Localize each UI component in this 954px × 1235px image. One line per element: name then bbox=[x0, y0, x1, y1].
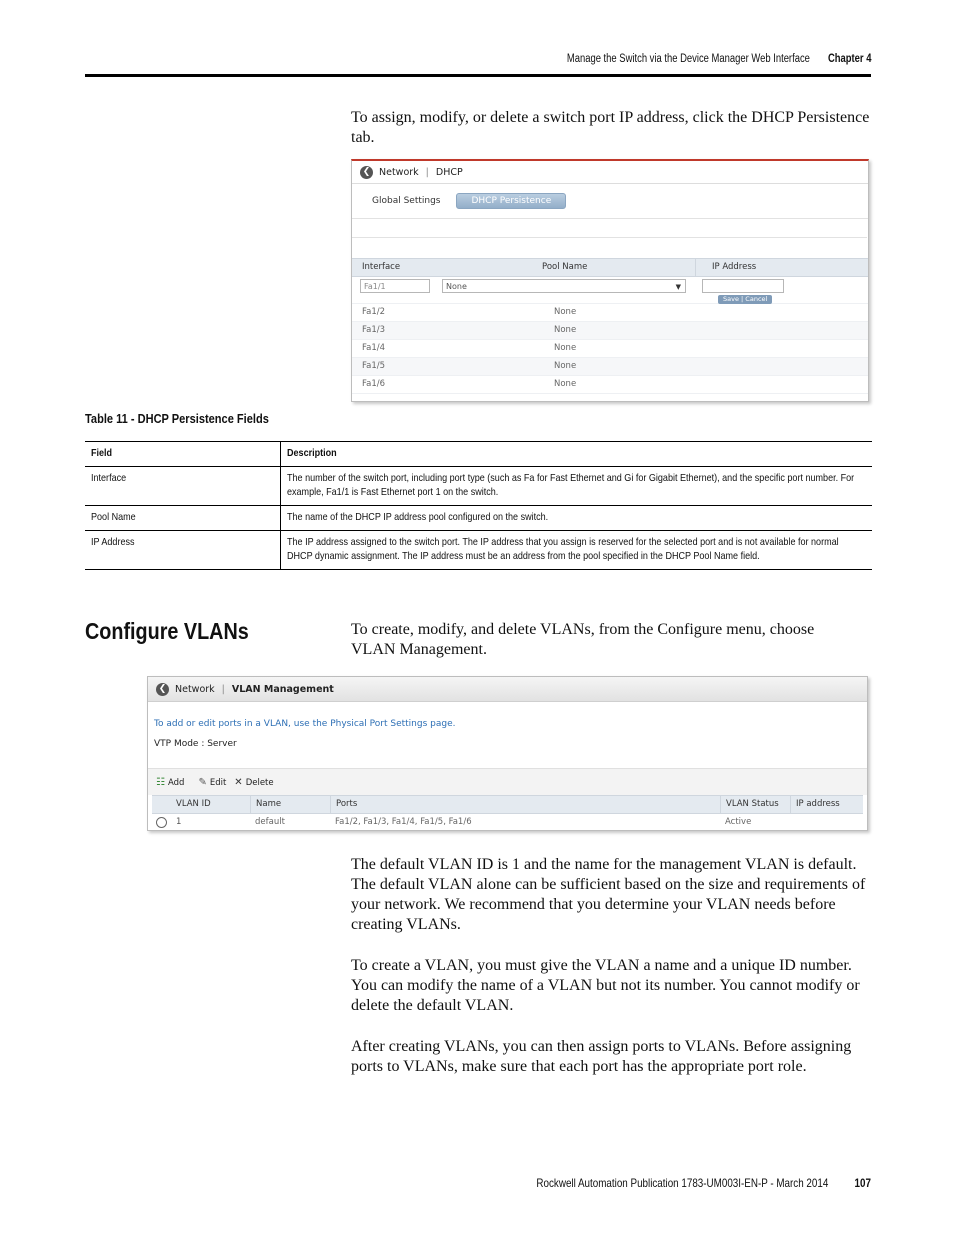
page-footer bbox=[536, 1176, 871, 1190]
row-interface: Fa1/6 bbox=[362, 379, 385, 389]
row-interface: Fa1/5 bbox=[362, 361, 385, 371]
vlan-intro-text: To create, modify, and delete VLANs, from the Configure menu, choose VLAN Management. bbox=[351, 621, 815, 658]
col-ip-address: IP address bbox=[790, 796, 840, 813]
delete-button[interactable] bbox=[234, 777, 273, 788]
table-caption: Table 11 - DHCP Persistence Fields bbox=[85, 411, 269, 426]
cell-description: The IP address assigned to the switch port. The IP address that you assign is reserved for the selected port and is not available for normal DHCP dynamic assignment. The IP address must be an address from the pool specified in the DHCP Pool Name field. bbox=[281, 531, 873, 570]
cell-description: The name of the DHCP IP address pool configured on the switch. bbox=[281, 506, 873, 531]
dhcp-spacer-bar bbox=[352, 219, 867, 238]
row-status: Active bbox=[725, 817, 752, 827]
vlan-management-screenshot bbox=[147, 676, 868, 831]
col-interface: Interface bbox=[362, 262, 401, 272]
add-icon: ☷ bbox=[156, 776, 165, 788]
dhcp-persistence-fields-table bbox=[85, 441, 872, 570]
vlan-info-area bbox=[148, 702, 867, 768]
tab-global-settings[interactable]: Global Settings bbox=[372, 196, 441, 206]
add-button[interactable] bbox=[156, 777, 184, 788]
row-pool: None bbox=[554, 307, 577, 317]
footer-publication: Rockwell Automation Publication 1783-UM003I-EN-P - March 2014 bbox=[536, 1176, 829, 1190]
row-name: default bbox=[255, 817, 285, 827]
table-row[interactable] bbox=[352, 340, 868, 358]
col-ports: Ports bbox=[330, 796, 357, 813]
back-arrow-icon[interactable]: ❮ bbox=[156, 683, 169, 696]
crumb-dhcp: DHCP bbox=[435, 166, 463, 178]
header-rule bbox=[85, 74, 871, 77]
chevron-down-icon: ▼ bbox=[675, 283, 681, 291]
paragraph-assign-ports: After creating VLANs, you can then assign ports to VLANs. Before assigning ports to VLANs, make sure that each port has the appropriate port role. bbox=[351, 1038, 852, 1075]
dhcp-rows bbox=[352, 304, 868, 394]
row-radio[interactable] bbox=[156, 817, 167, 828]
section-title: Configure VLANs bbox=[85, 618, 249, 644]
header-field: Field bbox=[85, 442, 281, 467]
save-button[interactable]: Save bbox=[723, 295, 739, 303]
add-label: Add bbox=[167, 777, 185, 788]
pool-name-select[interactable] bbox=[442, 279, 686, 293]
page-number: 107 bbox=[854, 1176, 871, 1190]
table-row[interactable] bbox=[352, 322, 868, 340]
paragraph-create-vlan: To create a VLAN, you must give the VLAN a name and a unique ID number. You can modify the name of a VLAN but not its number. You cannot modify or delete the default VLAN. bbox=[351, 957, 860, 1014]
delete-label: Delete bbox=[245, 777, 274, 788]
row-vlan-id: 1 bbox=[176, 817, 182, 827]
cancel-button[interactable]: Cancel bbox=[745, 295, 768, 303]
row-interface: Fa1/3 bbox=[362, 325, 385, 335]
table-row bbox=[85, 506, 872, 531]
pencil-icon: ✎ bbox=[198, 776, 207, 788]
pool-name-value: None bbox=[446, 282, 467, 291]
ip-address-field[interactable] bbox=[702, 279, 784, 293]
col-ip-address: IP Address bbox=[695, 259, 756, 276]
dhcp-breadcrumb: ❮ Network | DHCP bbox=[352, 161, 868, 184]
row-pool: None bbox=[554, 379, 577, 389]
crumb-network[interactable]: Network bbox=[379, 166, 419, 178]
header-section-title: Manage the Switch via the Device Manager Web Interface bbox=[566, 53, 810, 65]
vlan-toolbar bbox=[148, 768, 867, 795]
edit-button[interactable] bbox=[198, 777, 226, 788]
paragraph-default-vlan: The default VLAN ID is 1 and the name for the management VLAN is default. The default VLAN alone can be sufficient based on the size and requirements of your network. We recommend that you determine your VLAN needs before creating VLANs. bbox=[351, 856, 866, 933]
table-header-row bbox=[85, 442, 872, 467]
dhcp-edit-row bbox=[352, 277, 868, 304]
save-cancel-group: Save | Cancel bbox=[718, 295, 772, 304]
col-vlan-id: VLAN ID bbox=[176, 799, 211, 809]
col-name: Name bbox=[250, 796, 281, 813]
vlan-breadcrumb: ❮ Network | VLAN Management bbox=[148, 677, 867, 702]
table-row bbox=[85, 467, 872, 506]
vtp-mode-label: VTP Mode : Server bbox=[154, 739, 237, 749]
cell-description: The number of the switch port, including port type (such as Fa for Fast Ethernet and Gi for Gigabit Ethernet), and the specific port number. For example, Fa1/1 is Fast Ethernet port 1 on the switch. bbox=[281, 467, 873, 506]
interface-field[interactable]: Fa1/1 bbox=[360, 279, 430, 293]
header-chapter: Chapter 4 bbox=[827, 53, 871, 65]
row-interface: Fa1/4 bbox=[362, 343, 385, 353]
row-pool: None bbox=[554, 343, 577, 353]
dhcp-persistence-screenshot bbox=[351, 159, 869, 402]
table-row[interactable] bbox=[352, 304, 868, 322]
row-ports: Fa1/2, Fa1/3, Fa1/4, Fa1/5, Fa1/6 bbox=[335, 817, 472, 827]
crumb-network[interactable]: Network bbox=[175, 683, 215, 695]
dhcp-tabs bbox=[352, 184, 868, 219]
vlan-grid-header bbox=[152, 795, 863, 814]
cell-field: IP Address bbox=[85, 531, 281, 570]
col-vlan-status: VLAN Status bbox=[720, 796, 779, 813]
tab-dhcp-persistence[interactable]: DHCP Persistence bbox=[456, 193, 566, 209]
edit-label: Edit bbox=[209, 777, 227, 788]
row-pool: None bbox=[554, 325, 577, 335]
table-row[interactable] bbox=[352, 358, 868, 376]
dhcp-intro-text: To assign, modify, or delete a switch port IP address, click the DHCP Persistence tab. bbox=[351, 109, 870, 146]
cell-field: Interface bbox=[85, 467, 281, 506]
running-header bbox=[566, 53, 871, 65]
crumb-vlan-management: VLAN Management bbox=[231, 683, 334, 695]
vlan-notice-link[interactable]: To add or edit ports in a VLAN, use the Physical Port Settings page. bbox=[154, 719, 456, 729]
table-row[interactable] bbox=[352, 376, 868, 394]
cell-field: Pool Name bbox=[85, 506, 281, 531]
back-arrow-icon[interactable]: ❮ bbox=[360, 166, 373, 179]
col-pool-name: Pool Name bbox=[542, 262, 588, 272]
header-description: Description bbox=[281, 442, 873, 467]
row-pool: None bbox=[554, 361, 577, 371]
table-row bbox=[85, 531, 872, 570]
delete-x-icon: ✕ bbox=[234, 776, 243, 788]
row-interface: Fa1/2 bbox=[362, 307, 385, 317]
dhcp-grid-header bbox=[352, 258, 868, 277]
table-row[interactable] bbox=[152, 814, 863, 831]
